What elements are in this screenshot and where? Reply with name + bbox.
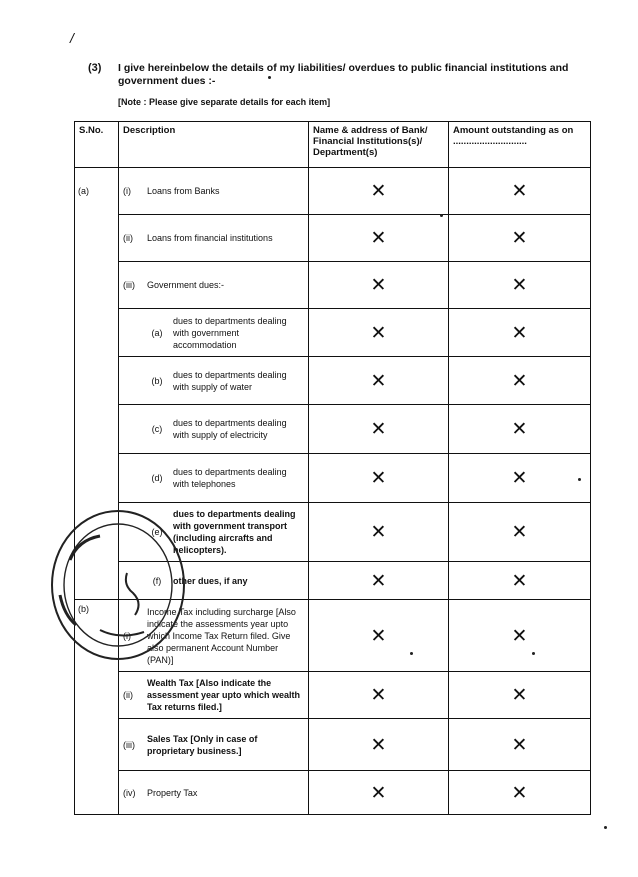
name-address-cell — [309, 771, 449, 815]
sub-item-letter: (a) — [151, 327, 163, 338]
sub-item-letter: (b) — [151, 375, 163, 386]
scan-speck — [578, 478, 581, 481]
item-text: dues to departments dealing with supply of water — [173, 369, 287, 392]
item-text: Loans from financial institutions — [147, 233, 273, 243]
cross-mark: ✕ — [511, 227, 528, 249]
amount-cell — [449, 168, 591, 215]
cross-mark: ✕ — [370, 180, 387, 202]
amount-cell — [449, 405, 591, 454]
name-address-cell — [309, 600, 449, 672]
section-a-label: (a) — [75, 168, 119, 600]
amount-cell — [449, 719, 591, 771]
name-address-cell — [309, 168, 449, 215]
scan-speck — [268, 76, 271, 79]
item-text: Sales Tax [Only in case of proprietary business.] — [147, 733, 258, 756]
cross-mark: ✕ — [370, 321, 387, 344]
description-cell — [119, 405, 309, 454]
table-row — [75, 405, 591, 454]
cross-mark: ✕ — [511, 684, 528, 706]
amount-cell — [449, 357, 591, 405]
name-address-cell — [309, 672, 449, 719]
description-cell — [119, 600, 309, 672]
header-sno: S.No. — [75, 122, 119, 168]
name-address-cell — [309, 562, 449, 600]
table-header-row — [75, 122, 591, 168]
table-row — [75, 309, 591, 357]
table-row — [75, 672, 591, 719]
cross-mark: ✕ — [511, 521, 528, 543]
corner-mark: / — [70, 30, 74, 46]
scan-speck — [410, 652, 413, 655]
sub-item-letter: (f) — [152, 575, 162, 586]
name-address-cell — [309, 309, 449, 357]
section-number: (3) — [88, 62, 102, 74]
header-amount: Amount outstanding as on ............................ — [449, 122, 591, 168]
cross-mark: ✕ — [511, 321, 528, 344]
description-cell — [119, 168, 309, 215]
item-text: Government dues:- — [147, 280, 225, 290]
item-number: (iv) — [123, 787, 136, 798]
description-cell — [119, 562, 309, 600]
amount-cell — [449, 215, 591, 262]
header-name-address: Name & address of Bank/ Financial Institutions(s)/ Department(s) — [309, 122, 449, 168]
item-text: dues to departments dealing with government accommodation — [173, 315, 287, 350]
amount-cell — [449, 503, 591, 562]
section-heading: I give hereinbelow the details of my liabilities/ overdues to public financial institutions and government dues :- — [118, 62, 569, 87]
amount-cell — [449, 672, 591, 719]
cross-mark: ✕ — [511, 569, 528, 592]
table-row — [75, 771, 591, 815]
item-text: dues to departments dealing with government transport (including aircrafts and helicopters). — [173, 509, 296, 555]
liabilities-table — [74, 121, 591, 815]
note-text: [Note : Please give separate details for each item] — [118, 97, 331, 107]
item-number: (ii) — [123, 233, 133, 243]
amount-cell — [449, 771, 591, 815]
item-text: Wealth Tax [Also indicate the assessment year upto which wealth Tax returns filed.] — [147, 678, 301, 712]
cross-mark: ✕ — [511, 624, 528, 647]
item-text: dues to departments dealing with telephones — [173, 467, 287, 489]
item-number: (i) — [123, 630, 131, 641]
name-address-cell — [309, 454, 449, 503]
item-text: other dues, if any — [173, 575, 248, 586]
name-address-cell — [309, 503, 449, 562]
description-cell — [119, 262, 309, 309]
description-cell — [119, 309, 309, 357]
description-cell — [119, 672, 309, 719]
table-row — [75, 357, 591, 405]
item-text: Property Tax — [147, 787, 198, 798]
description-cell — [119, 503, 309, 562]
cross-mark: ✕ — [370, 274, 387, 296]
table-row — [75, 215, 591, 262]
name-address-cell — [309, 215, 449, 262]
cross-mark: ✕ — [370, 733, 387, 756]
cross-mark: ✕ — [370, 624, 387, 647]
section-b-label: (b) — [75, 600, 119, 815]
item-text: Income Tax including surcharge [Also indicate the assessments year upto which Income Tax Return filed. Give also permanent Account Number (PAN)] — [147, 606, 296, 665]
scan-speck — [532, 652, 535, 655]
scan-speck — [604, 826, 607, 829]
amount-cell — [449, 309, 591, 357]
table-row — [75, 503, 591, 562]
cross-mark: ✕ — [370, 467, 387, 489]
description-cell — [119, 215, 309, 262]
table-row — [75, 262, 591, 309]
amount-cell — [449, 600, 591, 672]
cross-mark: ✕ — [370, 369, 387, 392]
item-number: (iii) — [123, 280, 135, 290]
table-row — [75, 562, 591, 600]
description-cell — [119, 357, 309, 405]
item-text: dues to departments dealing with supply of electricity — [173, 418, 287, 440]
item-number: (ii) — [123, 690, 133, 700]
cross-mark: ✕ — [370, 569, 387, 592]
cross-mark: ✕ — [370, 418, 387, 440]
cross-mark: ✕ — [511, 369, 528, 392]
cross-mark: ✕ — [370, 781, 387, 804]
name-address-cell — [309, 405, 449, 454]
cross-mark: ✕ — [511, 418, 528, 440]
description-cell — [119, 454, 309, 503]
amount-cell — [449, 562, 591, 600]
cross-mark: ✕ — [370, 684, 387, 706]
cross-mark: ✕ — [511, 180, 528, 202]
sub-item-letter: (d) — [151, 473, 163, 483]
sub-item-letter: (c) — [151, 424, 163, 434]
table-row — [75, 719, 591, 771]
cross-mark: ✕ — [370, 227, 387, 249]
table-row — [75, 454, 591, 503]
name-address-cell — [309, 357, 449, 405]
item-text: Loans from Banks — [147, 186, 220, 196]
cross-mark: ✕ — [511, 274, 528, 296]
cross-mark: ✕ — [511, 467, 528, 489]
cross-mark: ✕ — [370, 521, 387, 543]
name-address-cell — [309, 262, 449, 309]
description-cell — [119, 771, 309, 815]
item-number: (iii) — [123, 739, 135, 750]
table-row — [75, 600, 591, 672]
sub-item-letter: (e) — [151, 527, 163, 537]
description-cell — [119, 719, 309, 771]
name-address-cell — [309, 719, 449, 771]
header-description: Description — [119, 122, 309, 168]
amount-cell — [449, 454, 591, 503]
cross-mark: ✕ — [511, 733, 528, 756]
table-row — [75, 168, 591, 215]
cross-mark: ✕ — [511, 781, 528, 804]
amount-cell — [449, 262, 591, 309]
item-number: (i) — [123, 186, 131, 196]
scan-speck — [440, 214, 443, 217]
